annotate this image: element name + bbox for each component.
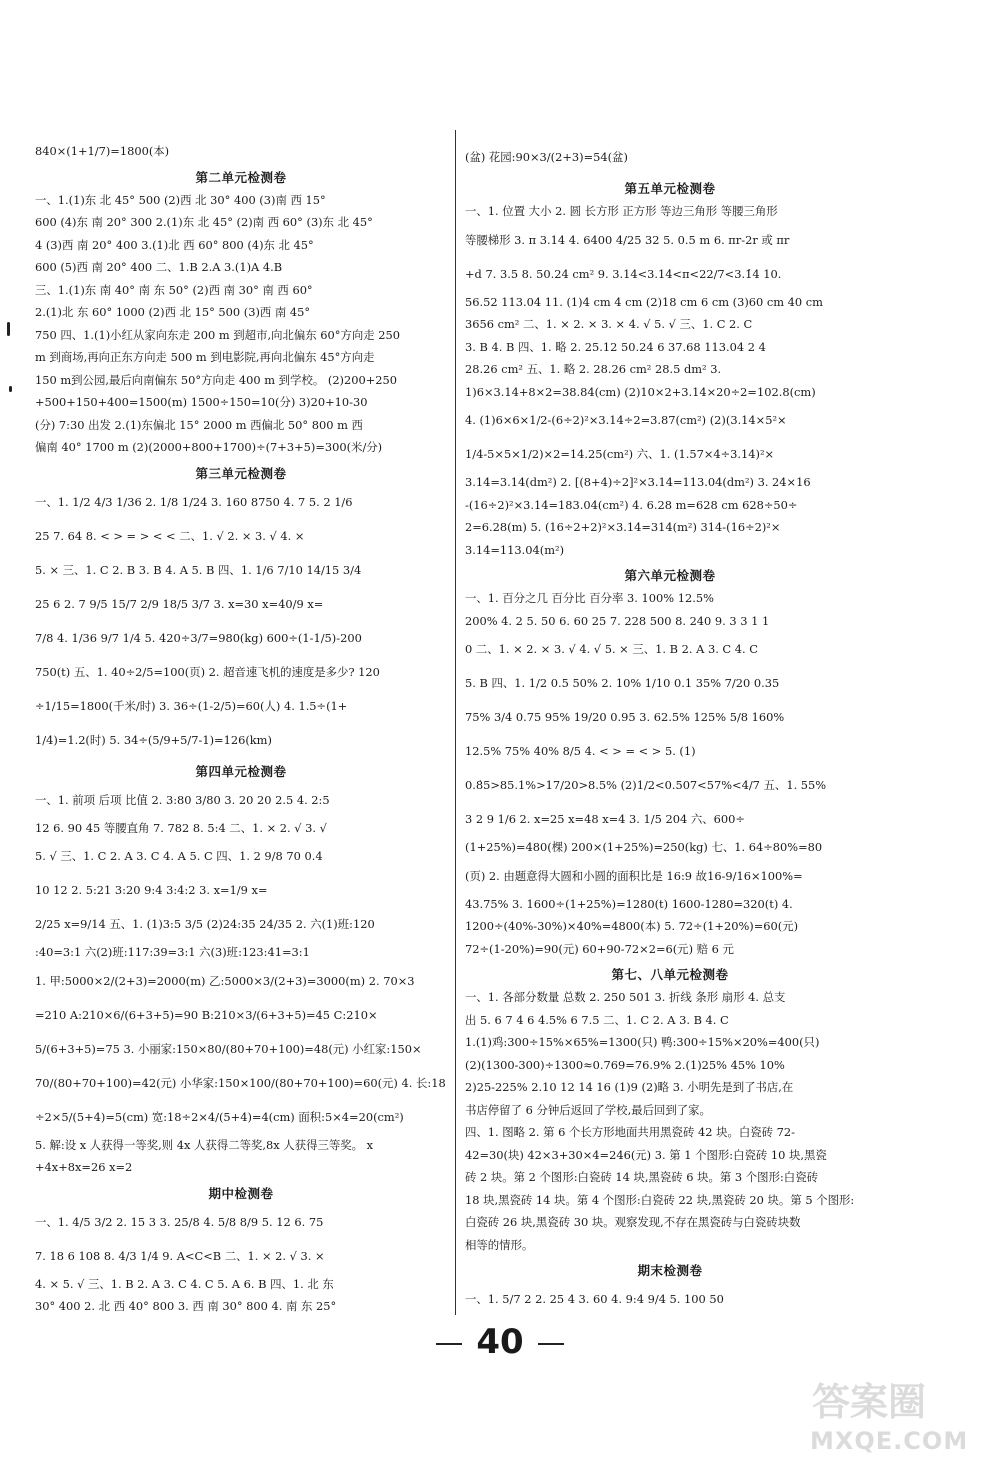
answer-line: 2.(1)北 东 60° 1000 (2)西 北 15° 500 (3)西 南 45°	[35, 305, 311, 319]
answer-line: 出 5. 6 7 4 6 4.5% 6 7.5 二、1. C 2. A 3. B 4. C	[465, 1012, 729, 1027]
answer-line: +500+150+400=1500(m) 1500÷150=10(分) 3)20+10-30	[35, 395, 368, 409]
answer-line: 25 7. 64 8. < > = > < < 二、1. √ 2. × 3. √ 4. ×	[35, 528, 305, 543]
page-number-footer	[0, 1322, 1000, 1362]
answer-line: 1200÷(40%-30%)×40%=4800(本) 5. 72÷(1+20%)=60(元)	[465, 919, 799, 933]
answer-line: 3.14=113.04(m²)	[465, 542, 565, 557]
answer-line: 一、1. 5/7 2 2. 25 4 3. 60 4. 9:4 9/4 5. 100 50	[465, 1292, 724, 1306]
answer-line: -(16÷2)²×3.14=183.04(cm²) 4. 6.28 m=628 cm 628÷50÷	[465, 497, 798, 512]
answer-line: 2)25-225% 2.10 12 14 16 (1)9 (2)略 3. 小明先是到了书店,在	[465, 1080, 794, 1094]
section-heading: 第三单元检测卷	[195, 465, 287, 481]
answer-line: 偏南 40° 1700 m (2)(2000+800+1700)÷(7+3+5)=300(米/分)	[35, 440, 383, 454]
answer-line: (盆) 花园:90×3/(2+3)=54(盆)	[465, 150, 628, 164]
section-heading: 期末检测卷	[637, 1263, 703, 1278]
answer-line: 840×(1+1/7)=1800(本)	[35, 144, 170, 158]
answer-line: 30° 400 2. 北 西 40° 800 3. 西 南 30° 800 4. 南 东 25°	[35, 1299, 337, 1313]
answer-line: 12 6. 90 45 等腰直角 7. 782 8. 5:4 二、1. × 2. √ 3. √	[35, 820, 327, 835]
answer-line: 5/(6+3+5)=75 3. 小丽家:150×80/(80+70+100)=48(元) 小红家:150×	[35, 1041, 422, 1056]
section-heading: 第七、八单元检测卷	[611, 967, 729, 982]
column-divider	[455, 130, 456, 1315]
answer-line: 42=30(块) 42×3+30×4=246(元) 3. 第 1 个图形:白瓷砖 10 块,黑瓷	[465, 1147, 827, 1162]
answer-line: 1.(1)鸡:300÷15%×65%=1300(只) 鸭:300÷15%×20%=400(只)	[465, 1035, 820, 1049]
answer-line: 200% 4. 2 5. 50 6. 60 25 7. 228 500 8. 240 9. 3 3 1 1	[465, 613, 770, 628]
answer-line: 2/25 x=9/14 五、1. (1)3:5 3/5 (2)24:35 24/35 2. 六(1)班:120	[35, 917, 375, 931]
answer-line: 2=6.28(m) 5. (16÷2+2)²×3.14=314(m²) 314-(16÷2)²×	[465, 520, 781, 534]
answer-line: 等腰梯形 3. π 3.14 4. 6400 4/25 32 5. 0.5 m 6. πr-2r 或 πr	[465, 232, 790, 247]
answer-line: 5. B 四、1. 1/2 0.5 50% 2. 10% 1/10 0.1 35% 7/20 0.35	[465, 676, 780, 690]
answer-line: 7/8 4. 1/36 9/7 1/4 5. 420÷3/7=980(kg) 600÷(1-1/5)-200	[35, 630, 362, 645]
answer-line: 1/4-5×5×1/2)×2=14.25(cm²) 六、1. (1.57×4÷3.14)²×	[465, 447, 775, 461]
answer-line: 5. √ 三、1. C 2. A 3. C 4. A 5. C 四、1. 2 9/8 70 0.4	[35, 849, 323, 863]
answer-line: 150 m到公园,最后向南偏东 50°方向走 400 m 到学校。 (2)200+250	[35, 372, 398, 387]
answer-line: m 到商场,再向正东方向走 500 m 到电影院,再向北偏东 45°方向走	[35, 350, 375, 364]
answer-line: +4x+8x=26 x=2	[35, 1160, 133, 1174]
answer-line: (1+25%)=480(棵) 200×(1+25%)=250(kg) 七、1. 64÷80%=80	[465, 840, 823, 854]
answer-line: =210 A:210×6/(6+3+5)=90 B:210×3/(6+3+5)=45 C:210×	[35, 1007, 378, 1022]
answer-line: 一、1. 各部分数量 总数 2. 250 501 3. 折线 条形 扇形 4. 总支	[465, 990, 786, 1004]
answer-line: (页) 2. 由题意得大圆和小圆的面积比是 16:9 故16-9/16×100%=	[465, 868, 803, 883]
watermark-url: MXQE.COM	[810, 1427, 969, 1455]
answer-line: 3656 cm² 二、1. × 2. × 3. × 4. √ 5. √ 三、1. C 2. C	[465, 317, 753, 331]
answer-line: 砖 2 块。第 2 个图形:白瓷砖 14 块,黑瓷砖 6 块。第 3 个图形:白瓷砖	[465, 1170, 818, 1184]
watermark	[806, 1375, 986, 1463]
answer-line: :40=3:1 六(2)班:117:39=3:1 六(3)班:123:41=3:1	[35, 945, 310, 959]
answer-line: ÷1/15=1800(千米/时) 3. 36÷(1-2/5)=60(人) 4. 1.5÷(1+	[35, 698, 348, 713]
answer-line: 一、1. 前项 后项 比值 2. 3:80 3/80 3. 20 20 2.5 4. 2:5	[35, 792, 330, 807]
answer-line: 10 12 2. 5:21 3:20 9:4 3:4:2 3. x=1/9 x=	[35, 883, 268, 897]
answer-line: 0 二、1. × 2. × 3. √ 4. √ 5. × 三、1. B 2. A 3. C 4. C	[465, 642, 758, 656]
answer-line: 3.14=3.14(dm²) 2. [(8+4)÷2]²×3.14=113.04(dm²) 3. 24×16	[465, 475, 811, 489]
watermark-logo-lettering: 答案圈	[812, 1380, 927, 1424]
answer-line: 600 (5)西 南 20° 400 二、1.B 2.A 3.(1)A 4.B	[35, 260, 283, 274]
answer-line: 相等的情形。	[465, 1237, 534, 1252]
answer-line: 28.26 cm² 五、1. 略 2. 28.26 cm² 28.5 dm² 3.	[465, 362, 722, 376]
answer-line: 1. 甲:5000×2/(2+3)=2000(m) 乙:5000×3/(2+3)=3000(m) 2. 70×3	[35, 973, 415, 988]
section-heading: 第五单元检测卷	[624, 181, 716, 196]
watermark-logo	[806, 1375, 986, 1427]
answer-line: 18 块,黑瓷砖 14 块。第 4 个图形:白瓷砖 22 块,黑瓷砖 20 块。第 5 个图形:	[465, 1192, 855, 1207]
answer-line: (分) 7:30 出发 2.(1)东偏北 15° 2000 m 西偏北 50° 800 m 西	[35, 417, 363, 432]
footer-dash	[538, 1343, 564, 1345]
answer-line: (2)(1300-300)÷1300≈0.769=76.9% 2.(1)25% 45% 10%	[465, 1057, 785, 1072]
answer-line: 一、1. 位置 大小 2. 圆 长方形 正方形 等边三角形 等腰三角形	[465, 204, 778, 218]
answer-line: 56.52 113.04 11. (1)4 cm 4 cm (2)18 cm 6 cm (3)60 cm 40 cm	[465, 294, 823, 309]
answer-line: 四、1. 图略 2. 第 6 个长方形地面共用黑瓷砖 42 块。白瓷砖 72-	[465, 1125, 795, 1139]
right-column	[465, 140, 875, 1315]
section-heading: 期中检测卷	[208, 1185, 274, 1201]
answer-line: 5. × 三、1. C 2. B 3. B 4. A 5. B 四、1. 1/6 7/10 14/15 3/4	[35, 562, 362, 577]
answer-line: 4 (3)西 南 20° 400 3.(1)北 西 60° 800 (4)东 北 45°	[35, 237, 314, 252]
answer-line: ÷2×5/(5+4)=5(cm) 宽:18÷2×4/(5+4)=4(cm) 面积:5×4=20(cm²)	[35, 1109, 404, 1124]
answer-line: 3 2 9 1/6 2. x=25 x=48 x=4 3. 1/5 204 六、600÷	[465, 812, 745, 826]
answer-line: 4. × 5. √ 三、1. B 2. A 3. C 4. C 5. A 6. B 四、1. 北 东	[35, 1276, 334, 1291]
section-heading: 第六单元检测卷	[624, 568, 716, 583]
answer-line: 1/4)=1.2(时) 5. 34÷(5/9+5/7-1)=126(km)	[35, 732, 272, 747]
answer-line: 75% 3/4 0.75 95% 19/20 0.95 3. 62.5% 125% 5/8 160%	[465, 710, 785, 724]
answer-line: 5. 解:设 x 人获得一等奖,则 4x 人获得二等奖,8x 人获得三等奖。 x	[35, 1137, 374, 1152]
page-number: 40	[476, 1322, 524, 1362]
answer-line: 7. 18 6 108 8. 4/3 1/4 9. A<C<B 二、1. × 2. √ 3. ×	[35, 1248, 325, 1263]
section-heading: 第四单元检测卷	[195, 763, 287, 779]
answer-line: 书店停留了 6 分钟后返回了学校,最后回到了家。	[465, 1102, 711, 1117]
left-column	[35, 140, 447, 1315]
answer-line: 1)6×3.14+8×2=38.84(cm) (2)10×2+3.14×20÷2=102.8(cm)	[465, 384, 816, 399]
answer-line: 0.8̇5>85.1%>17/20>8.5% (2)1/2<0.507<57%<4/7 五、1. 55%	[465, 778, 827, 792]
answer-line: +d 7. 3.5 8. 50.24 cm² 9. 3.14<3.14̇<π<22/7<3.1̇4 10.	[465, 266, 782, 281]
answer-line: 一、1. 1/2 4/3 1/36 2. 1/8 1/24 3. 160 8750 4. 7 5. 2 1/6	[35, 494, 353, 509]
section-heading: 第二单元检测卷	[195, 169, 287, 185]
answer-line: 12.5% 75% 40% 8/5 4. < > = < > 5. (1)	[465, 744, 696, 758]
answer-line: 43.75% 3. 1600÷(1+25%)=1280(t) 1600-1280=320(t) 4.	[465, 896, 793, 911]
answer-line: 750(t) 五、1. 40÷2/5=100(页) 2. 超音速飞机的速度是多少? 120	[35, 664, 380, 679]
answer-line: 750 四、1.(1)小红从家向东走 200 m 到超市,向北偏东 60°方向走 250	[35, 327, 400, 342]
answer-line: 一、1. 4/5 3/2 2. 15 3 3. 25/8 4. 5/8 8/9 5. 12 6. 75	[35, 1214, 324, 1229]
answer-line: 3. B 4. B 四、1. 略 2. 25.12 50.24 6 37.68 113.04 2 4	[465, 339, 766, 354]
footer-dash	[436, 1343, 462, 1345]
margin-mark	[9, 386, 12, 392]
margin-mark	[7, 322, 10, 336]
answer-line: 一、1. 百分之几 百分比 百分率 3. 100% 12.5%	[465, 591, 714, 605]
answer-line: 600 (4)东 南 20° 300 2.(1)东 北 45° (2)南 西 60° (3)东 北 45°	[35, 215, 373, 229]
answer-line: 白瓷砖 26 块,黑瓷砖 30 块。观察发现,不存在黑瓷砖与白瓷砖块数	[465, 1215, 801, 1229]
answer-line: 70/(80+70+100)=42(元) 小华家:150×100/(80+70+100)=60(元) 4. 长:18	[35, 1075, 446, 1090]
answer-line: 三、1.(1)东 南 40° 南 东 50° (2)西 南 30° 南 西 60°	[35, 282, 313, 297]
answer-line: 72÷(1-20%)=90(元) 60+90-72×2=6(元) 赔 6 元	[465, 941, 734, 956]
answer-line: 一、1.(1)东 北 45° 500 (2)西 北 30° 400 (3)南 西 15°	[35, 192, 326, 207]
answer-line: 4. (1)6×6×1/2-(6÷2)²×3.14÷2=3.87(cm²) (2)(3.14×5²×	[465, 413, 787, 427]
answer-line: 25 6 2. 7 9/5 15/7 2/9 18/5 3/7 3. x=30 x=40/9 x=	[35, 596, 324, 611]
